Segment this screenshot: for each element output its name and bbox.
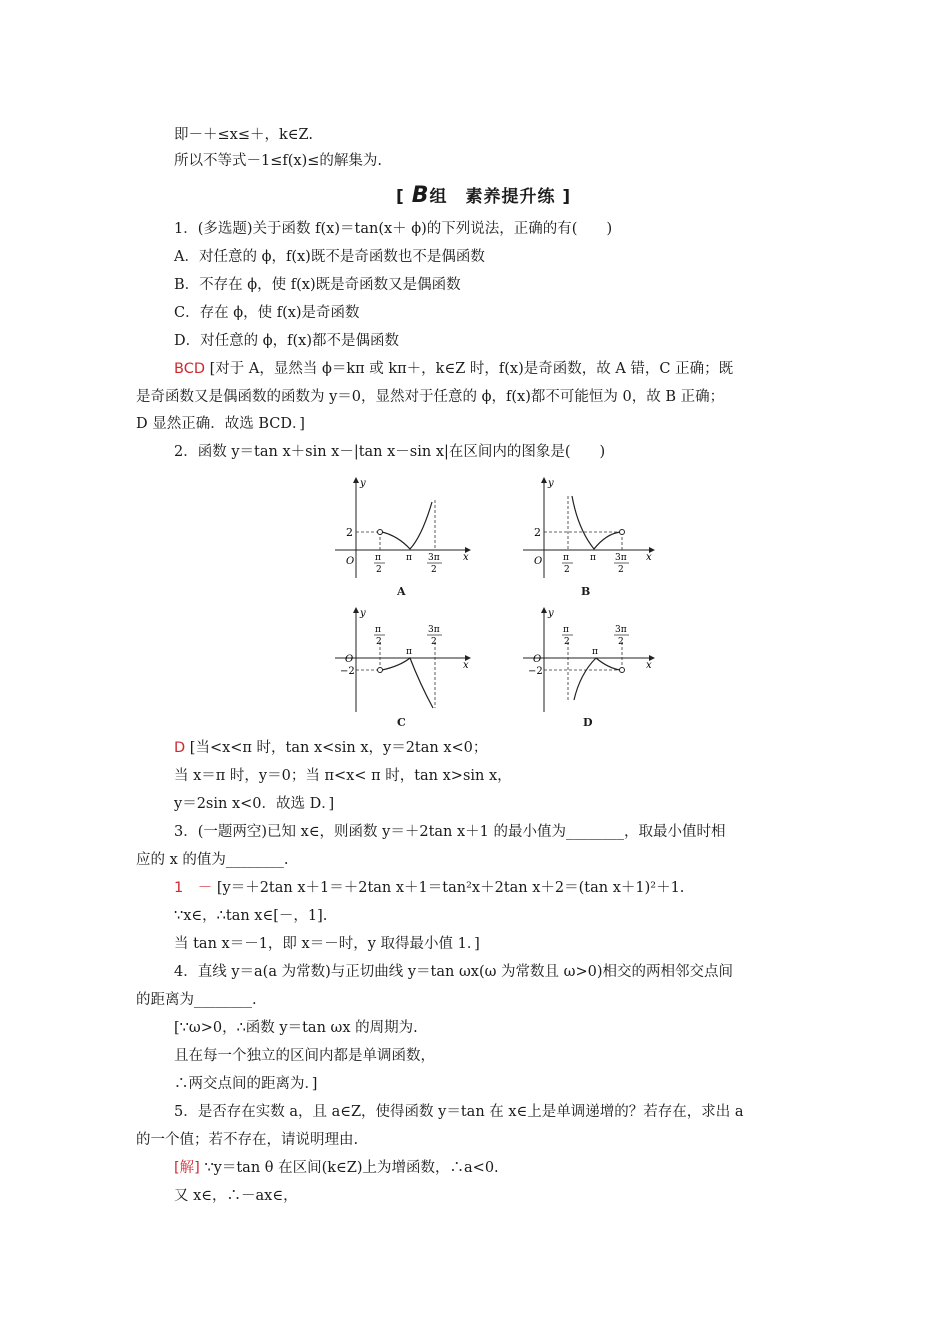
tick-pi-over-2: π bbox=[375, 553, 381, 563]
answer: 1 － bbox=[174, 880, 213, 896]
tick-den: 2 bbox=[564, 637, 570, 647]
tick-pi-over-2: π bbox=[563, 553, 569, 563]
question-stem: 5．是否存在实数 a，且 a∈Z，使得函数 y＝tan 在 x∈上是单调递增的？若存在，求出 a bbox=[174, 1104, 744, 1120]
question-stem: 1．(多选题)关于函数 f(x)＝tan(x＋ ϕ)的下列说法，正确的有( ) bbox=[174, 221, 613, 237]
graph-d-label: D bbox=[583, 716, 593, 729]
explanation-line: 是奇函数又是偶函数的函数为 y＝0，显然对于任意的 ϕ，f(x)都不可能恒为 0，故 B 正确； bbox=[136, 389, 725, 405]
solution-text: ∵y＝tan θ 在区间(k∈Z)上为增函数，∴a<0. bbox=[204, 1160, 499, 1176]
solution-line: 又 x∈，∴－ax∈， bbox=[174, 1188, 298, 1204]
y-label: y bbox=[548, 478, 554, 489]
question-stem: 的距离为________. bbox=[136, 992, 257, 1008]
question-stem: 的一个值；若不存在，请说明理由. bbox=[136, 1132, 359, 1148]
text-line: 所以不等式－1≤f(x)≤的解集为. bbox=[174, 153, 382, 169]
explanation-line: ∴两交点间的距离为．] bbox=[174, 1076, 318, 1092]
tick-2: 2 bbox=[534, 526, 541, 539]
section-banner bbox=[396, 182, 571, 208]
option-c: C．存在 ϕ，使 f(x)是奇函数 bbox=[174, 305, 360, 321]
explanation-line: 当 tan x＝－1，即 x＝－时，y 取得最小值 1．] bbox=[174, 936, 480, 952]
curve bbox=[382, 502, 432, 549]
graph-b-label: B bbox=[581, 585, 591, 598]
tick-pi: π bbox=[592, 647, 598, 657]
explanation-line: 当 x＝π 时，y＝0；当 π<x< π 时，tan x>sin x， bbox=[174, 768, 512, 784]
tick-den: 2 bbox=[431, 565, 437, 575]
answer-line bbox=[174, 878, 824, 898]
answer: D bbox=[174, 740, 186, 756]
explanation-line: D 显然正确．故选 BCD．] bbox=[136, 416, 305, 432]
question-stem: 3．(一题两空)已知 x∈，则函数 y＝＋2tan x＋1 的最小值为________，取最小值时相 bbox=[174, 824, 726, 840]
tick-2: 2 bbox=[346, 526, 353, 539]
graph-c bbox=[330, 604, 480, 716]
section-title: 组 素养提升练 bbox=[429, 187, 556, 207]
tick-pi: π bbox=[406, 647, 412, 657]
solution-tag: [解] bbox=[174, 1160, 200, 1176]
tick-den: 2 bbox=[564, 565, 570, 575]
tick-den: 2 bbox=[376, 565, 382, 575]
option-d: D．对任意的 ϕ，f(x)都不是偶函数 bbox=[174, 333, 399, 349]
explanation: [当<x<π 时，tan x<sin x，y＝2tan x<0； bbox=[189, 740, 488, 756]
tick-3pi-over-2: 3π bbox=[428, 625, 440, 635]
explanation-line: y＝2sin x<0．故选 D．] bbox=[174, 796, 335, 812]
answer-line bbox=[174, 359, 824, 379]
x-label: x bbox=[463, 660, 469, 671]
y-label: y bbox=[360, 608, 366, 619]
question-stem: 4．直线 y＝a(a 为常数)与正切曲线 y＝tan ωx(ω 为常数且 ω>0)相交的两相邻交点间 bbox=[174, 964, 734, 980]
x-label: x bbox=[646, 552, 652, 563]
graph-d bbox=[518, 604, 668, 716]
explanation-line: ∵x∈，∴tan x∈[－，1]. bbox=[174, 908, 328, 924]
text-line: 即－＋≤x≤＋，k∈Z. bbox=[174, 127, 313, 143]
tick-neg2: −2 bbox=[340, 666, 355, 677]
origin-label: O bbox=[533, 654, 542, 665]
question-stem: 应的 x 的值为________. bbox=[136, 852, 289, 868]
answer: BCD bbox=[174, 361, 205, 377]
x-label: x bbox=[646, 660, 652, 671]
tick-den: 2 bbox=[376, 637, 382, 647]
explanation-line: 且在每一个独立的区间内都是单调函数， bbox=[174, 1048, 435, 1064]
tick-den: 2 bbox=[618, 637, 624, 647]
tick-3pi-over-2: 3π bbox=[615, 625, 627, 635]
explanation: [对于 A，显然当 ϕ＝kπ 或 kπ＋，k∈Z 时，f(x)是奇函数，故 A 错，C 正确；既 bbox=[209, 361, 734, 377]
tick-3pi-over-2: 3π bbox=[428, 553, 440, 563]
graph-a bbox=[330, 474, 480, 584]
bracket-close: ] bbox=[562, 187, 572, 207]
tick-neg2: −2 bbox=[528, 666, 543, 677]
solution-line bbox=[174, 1158, 824, 1178]
graph-a-label: A bbox=[397, 585, 406, 598]
tick-den: 2 bbox=[618, 565, 624, 575]
origin-label: O bbox=[345, 654, 354, 665]
answer-line bbox=[174, 738, 824, 758]
x-label: x bbox=[463, 552, 469, 563]
tick-pi: π bbox=[406, 553, 412, 563]
group-letter: B bbox=[411, 183, 430, 208]
origin-label: O bbox=[346, 556, 355, 567]
bracket-open: [ bbox=[396, 187, 405, 207]
question-stem: 2．函数 y＝tan x＋sin x－|tan x－sin x|在区间内的图象是( ) bbox=[174, 444, 606, 460]
y-label: y bbox=[548, 608, 554, 619]
tick-pi-over-2: π bbox=[375, 625, 381, 635]
graph-b bbox=[518, 474, 668, 584]
option-b: B．不存在 ϕ，使 f(x)既是奇函数又是偶函数 bbox=[174, 277, 461, 293]
tick-pi: π bbox=[590, 553, 596, 563]
tick-den: 2 bbox=[431, 637, 437, 647]
tick-pi-over-2: π bbox=[563, 625, 569, 635]
explanation-line: [∵ω>0，∴函数 y＝tan ωx 的周期为. bbox=[174, 1020, 418, 1036]
y-label: y bbox=[360, 478, 366, 489]
option-a: A．对任意的 ϕ，f(x)既不是奇函数也不是偶函数 bbox=[174, 249, 485, 265]
tick-3pi-over-2: 3π bbox=[615, 553, 627, 563]
explanation: [y＝＋2tan x＋1＝＋2tan x＋1＝tan²x＋2tan x＋2＝(tan x＋1)²＋1. bbox=[216, 880, 685, 896]
graph-c-label: C bbox=[397, 716, 406, 729]
origin-label: O bbox=[534, 556, 543, 567]
